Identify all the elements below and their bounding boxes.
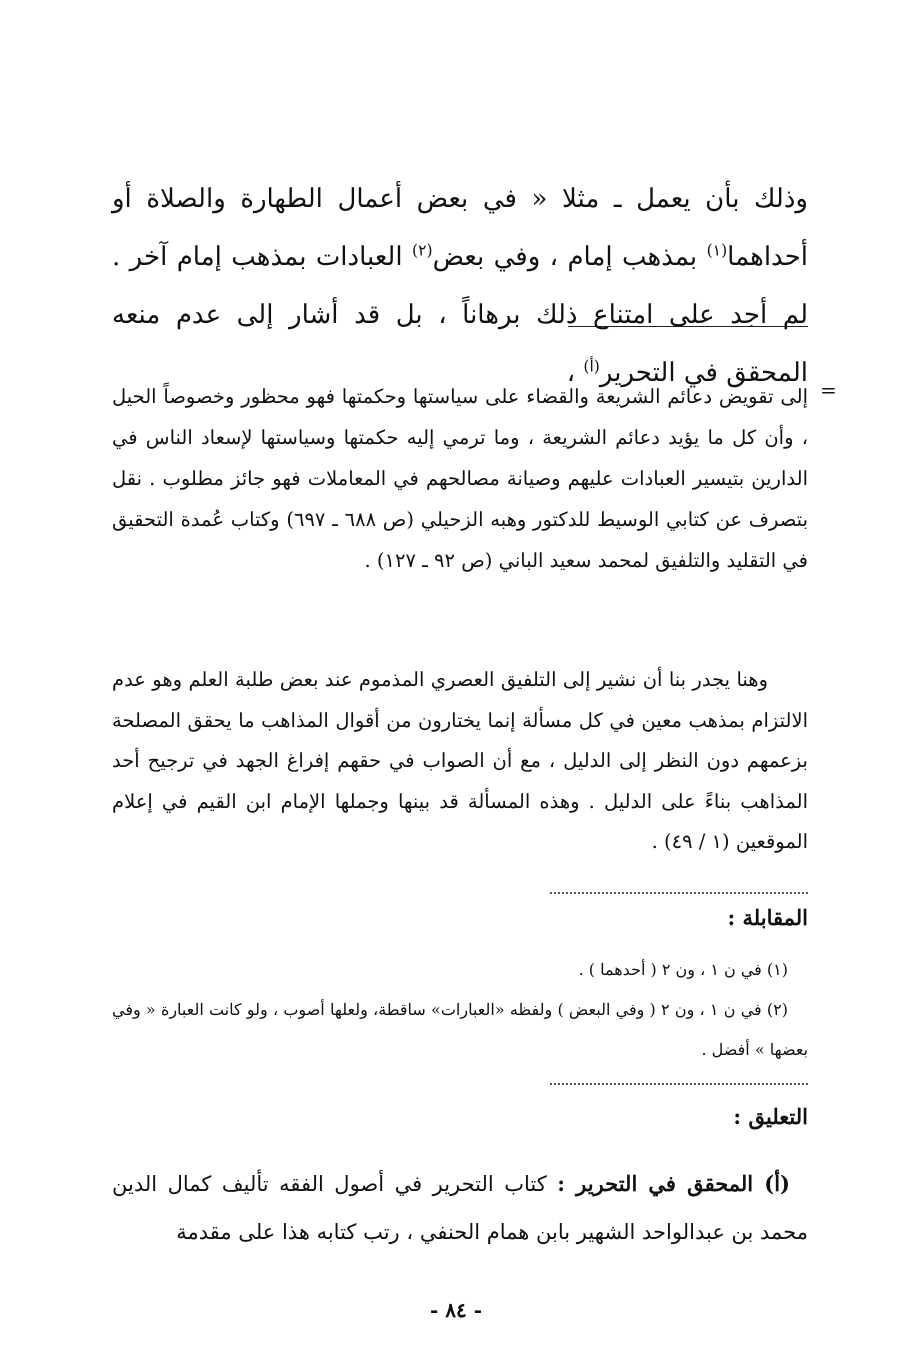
dotted-divider-commentary xyxy=(550,1083,808,1085)
page-number: - ٨٤ - xyxy=(429,1298,482,1322)
collation-item-1: (١) في ن ١ ، ون ٢ ( أحدهما ) . xyxy=(578,960,788,979)
footnote-ref-2: (٢) xyxy=(411,241,433,260)
collation-item-2: (٢) في ن ١ ، ون ٢ ( وفي البعض ) ولفظه «العبارات» ساقطة، ولعلها أصوب ، ولو كانت العبارة « وفي بعضها » أفضل . xyxy=(112,1000,808,1059)
main-text-line2: بمذهب إمام ، وفي بعض xyxy=(432,242,698,272)
footnote-ref-1: (١) xyxy=(706,241,728,260)
footnote-paragraph: وهنا يجدر بنا أن نشير إلى التلفيق العصري المذموم عند بعض طلبة العلم وهو عدم الالتزام بمذهب معين في كل مسألة إنما يختارون من أقوال المذاهب ما يحقق المصلحة بزعمهم دون النظر إلى الدليل ، مع أن الصواب في حقهم إفراغ الجهد في ترجيح أحد المذاهب بناءً على الدليل . وهذه المسألة قد بينها وجملها الإمام ابن القيم في إعلام الموقعين (١ / ٤٩) . xyxy=(112,668,808,853)
commentary-text xyxy=(112,1160,808,1256)
main-text-line1: وذلك بأن يعمل ـ مثلا « في بعض أعمال الطهارة والصلاة أو أحداهما xyxy=(112,184,808,272)
dotted-divider-collation xyxy=(550,892,808,894)
footnote-ref-a: (أ) xyxy=(583,357,600,376)
footnote-separator xyxy=(568,326,808,327)
commentary-body: كتاب التحرير في أصول الفقه تأليف كمال الدين محمد بن عبدالواحد الشهير بابن همام الحنفي ، رتب كتابه هذا على مقدمة xyxy=(112,1172,808,1244)
main-text-line3: العبادات بمذهب إمام آخر . لم أجد على امتناع ذلك برهاناً ، بل قد أشار إلى عدم منعه المحقق في التحرير xyxy=(112,242,808,388)
main-text xyxy=(112,170,808,402)
footnote-continuation: إلى تقويض دعائم الشريعة والقضاء على سياستها وحكمتها فهو محظور وخصوصاً الحيل ، وأن كل ما يؤيد دعائم الشريعة ، وما ترمي إليه حكمتها وسياستها لإسعاد الناس في الدارين بتيسير العبادات عليهم وصيانة مصالحهم في المعاملات فهو جائز مطلوب . نقل بتصرف عن كتابي الوسيط للدكتور وهبه الزحيلي (ص ٦٨٨ ـ ٦٩٧) وكتاب عُمدة التحقيق في التقليد والتلفيق لمحمد سعيد الباني (ص ٩٢ ـ ١٢٧) . xyxy=(112,385,808,572)
commentary-lead: (أ) المحقق في التحرير : xyxy=(557,1171,790,1196)
commentary-heading: التعليق : xyxy=(733,1104,808,1129)
collation-notes xyxy=(112,950,808,1070)
main-text-end: ، xyxy=(566,358,576,388)
continuation-mark: = xyxy=(820,378,837,402)
collation-heading: المقابلة : xyxy=(727,905,808,930)
